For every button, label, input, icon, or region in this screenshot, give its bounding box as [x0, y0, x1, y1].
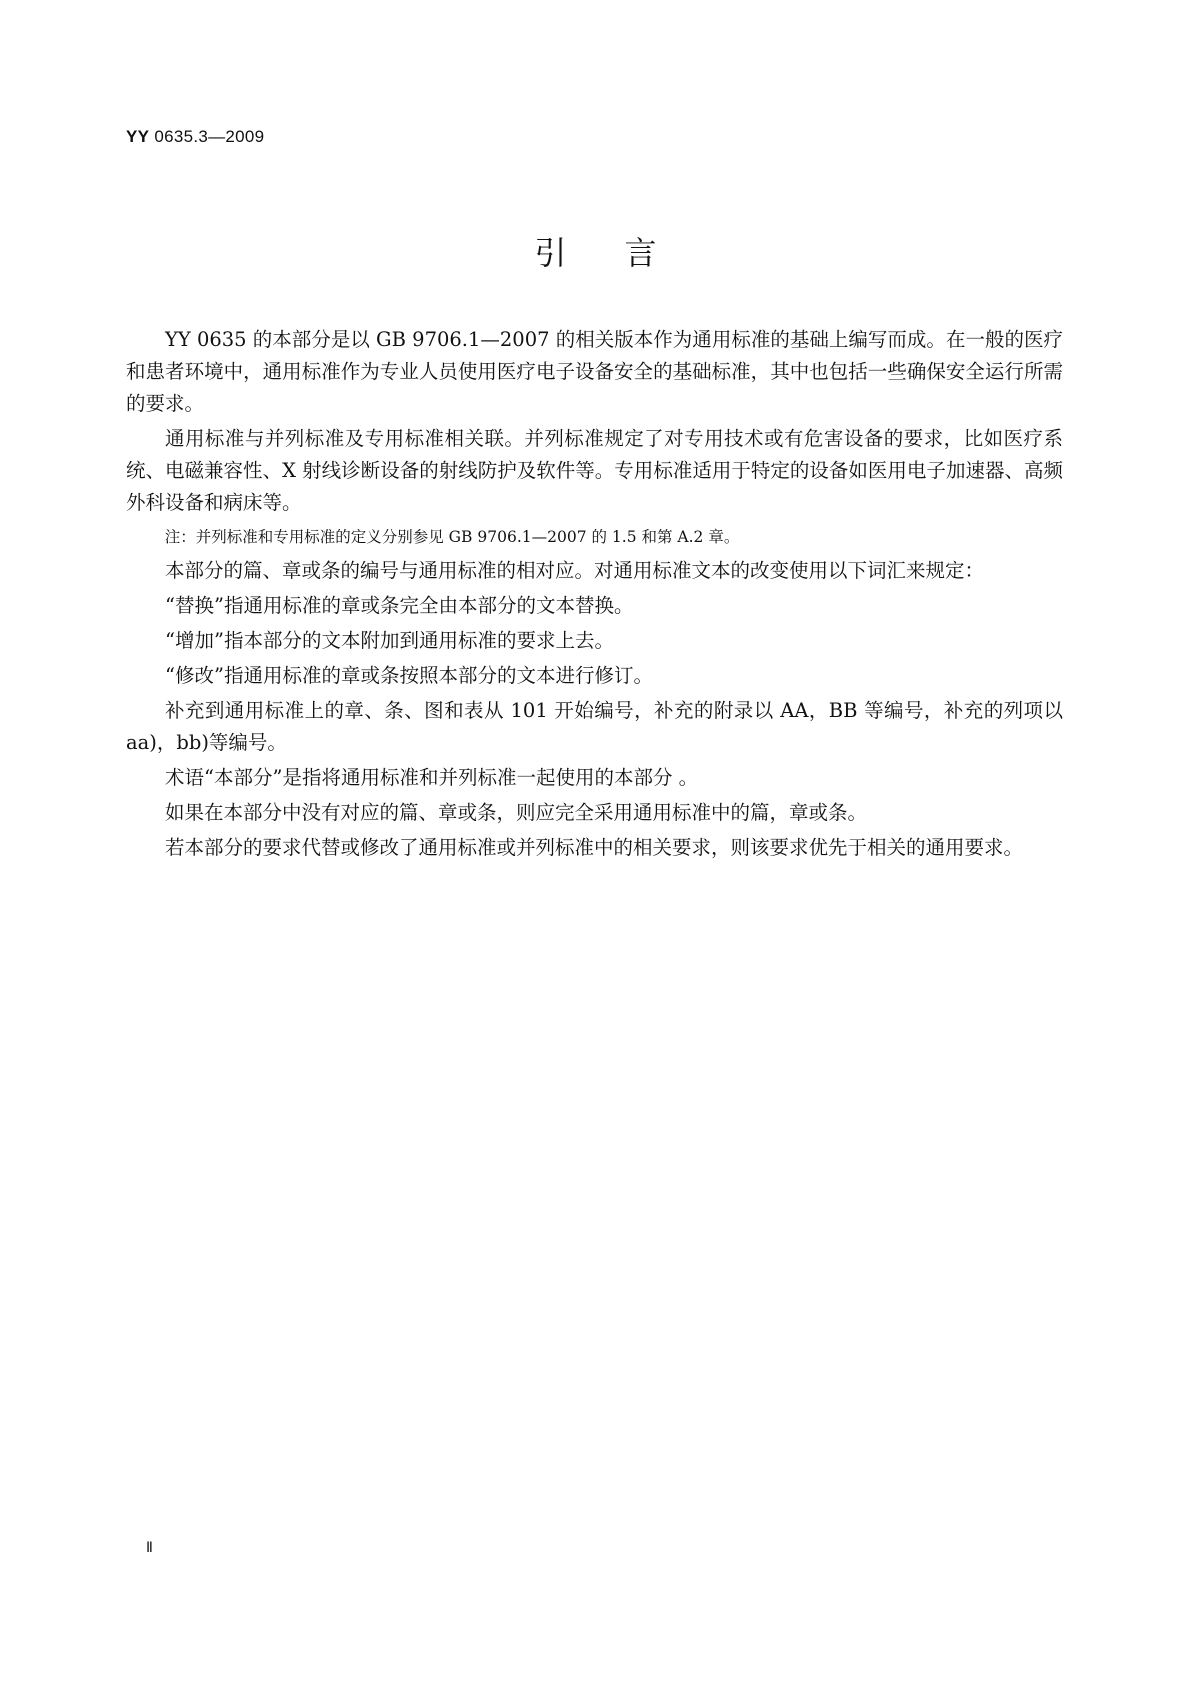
paragraph-amendment: “修改”指通用标准的章或条按照本部分的文本进行修订。 — [165, 664, 653, 687]
standard-number: 0635.3—2009 — [154, 127, 265, 146]
paragraph-intro: YY 0635 的本部分是以 GB 9706.1—2007 的相关版本作为通用标准的基础上编写而成。在一般的医疗和患者环境中，通用标准作为专业人员使用医疗电子设备安全的基础标准，其中也包括一些确保安全运行所需的要求。 — [126, 328, 1063, 415]
paragraph-supplement-numbering: 补充到通用标准上的章、条、图和表从 101 开始编号，补充的附录以 AA，BB 等编号，补充的列项以 aa)，bb)等编号。 — [126, 699, 1063, 754]
paragraph-no-corresponding: 如果在本部分中没有对应的篇、章或条，则应完全采用通用标准中的篇，章或条。 — [165, 801, 868, 824]
paragraph-priority: 若本部分的要求代替或修改了通用标准或并列标准中的相关要求，则该要求优先于相关的通用要求。 — [165, 836, 1024, 859]
paragraph-replace: “替换”指通用标准的章或条完全由本部分的文本替换。 — [165, 594, 634, 617]
paragraph-term: 术语“本部分”是指将通用标准和并列标准一起使用的本部分 。 — [165, 766, 699, 789]
introduction-body — [126, 324, 1063, 867]
document-header — [126, 127, 264, 147]
page-title: 引言 — [534, 234, 715, 272]
paragraph-addition: “增加”指本部分的文本附加到通用标准的要求上去。 — [165, 629, 614, 652]
paragraph-related-standards: 通用标准与并列标准及专用标准相关联。并列标准规定了对专用技术或有危害设备的要求，比如医疗系统、电磁兼容性、X 射线诊断设备的射线防护及软件等。专用标准适用于特定的设备如医用电子加速器、高频外科设备和病床等。 — [126, 427, 1063, 514]
paragraph-numbering: 本部分的篇、章或条的编号与通用标准的相对应。对通用标准文本的改变使用以下词汇来规定： — [165, 559, 985, 582]
note-definitions: 注：并列标准和专用标准的定义分别参见 GB 9706.1—2007 的 1.5 和第 A.2 章。 — [164, 528, 740, 546]
page-number: Ⅱ — [146, 1540, 153, 1556]
standard-code: YY — [126, 127, 150, 146]
